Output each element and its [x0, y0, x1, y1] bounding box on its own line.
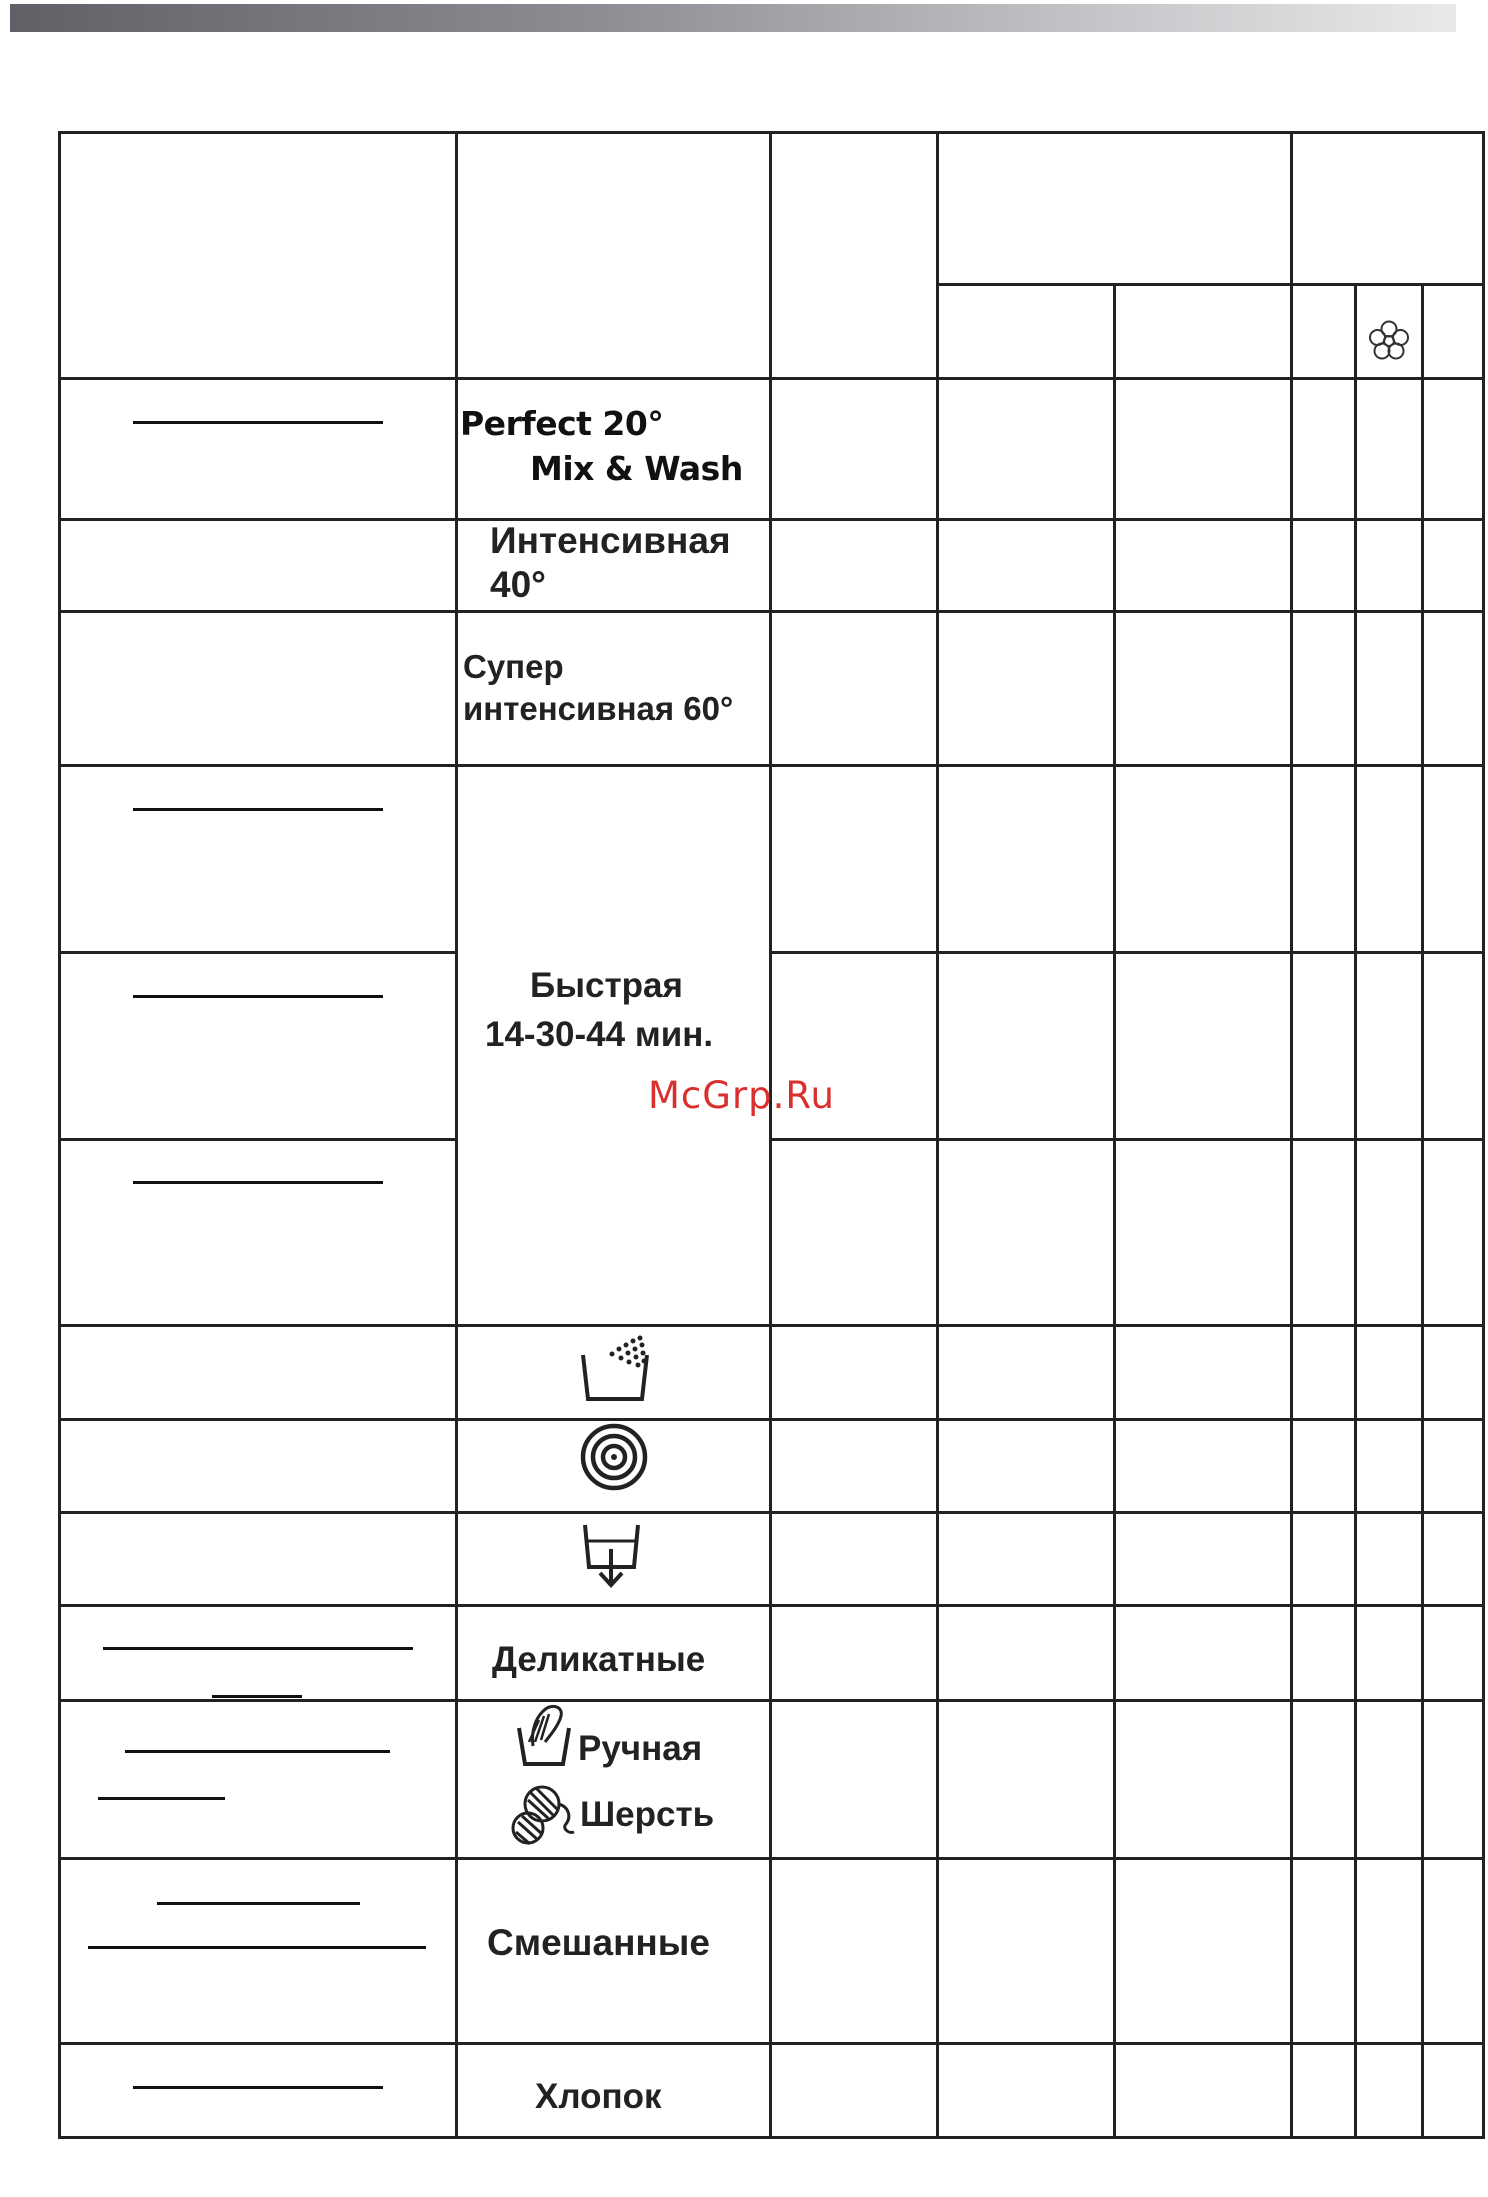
- shower-rinse-icon: [578, 1333, 654, 1403]
- hand-wash-icon: [515, 1702, 573, 1766]
- underline-r4c: [133, 1181, 383, 1184]
- underline-r8b: [212, 1695, 302, 1698]
- underline-r4b: [133, 995, 383, 998]
- underline-r10b: [88, 1946, 426, 1949]
- program-perfect-20-line1: Perfect 20°: [460, 404, 664, 443]
- underline-r9a: [125, 1750, 390, 1753]
- drain-tub-icon: [580, 1523, 646, 1589]
- program-quick-line2: 14-30-44 мин.: [485, 1015, 714, 1054]
- underline-r1: [133, 421, 383, 424]
- underline-r4a: [133, 808, 383, 811]
- program-hand: Ручная: [578, 1729, 703, 1768]
- flower-softener-icon: [1366, 318, 1412, 364]
- program-intensive-40-line1: Интенсивная: [490, 520, 731, 561]
- program-super-intensive-60-line1: Супер: [463, 648, 564, 685]
- program-perfect-20-line2: Mix & Wash: [530, 449, 743, 488]
- program-intensive-40-line2: 40°: [490, 564, 546, 605]
- program-quick-line1: Быстрая: [530, 966, 683, 1005]
- program-super-intensive-60-line2: интенсивная 60°: [463, 690, 734, 727]
- header-gradient-bar: [10, 4, 1456, 32]
- program-delicate: Деликатные: [492, 1640, 706, 1679]
- underline-r10a: [157, 1902, 360, 1905]
- watermark-text: McGrp.Ru: [648, 1074, 835, 1117]
- spin-spiral-icon: [580, 1423, 648, 1491]
- wool-yarn-icon: [508, 1782, 576, 1852]
- program-cotton: Хлопок: [535, 2077, 662, 2116]
- underline-r9b: [98, 1797, 225, 1800]
- program-mixed: Смешанные: [487, 1922, 710, 1963]
- program-wool: Шерсть: [580, 1795, 715, 1834]
- underline-r8a: [103, 1647, 413, 1650]
- underline-r11: [133, 2086, 383, 2089]
